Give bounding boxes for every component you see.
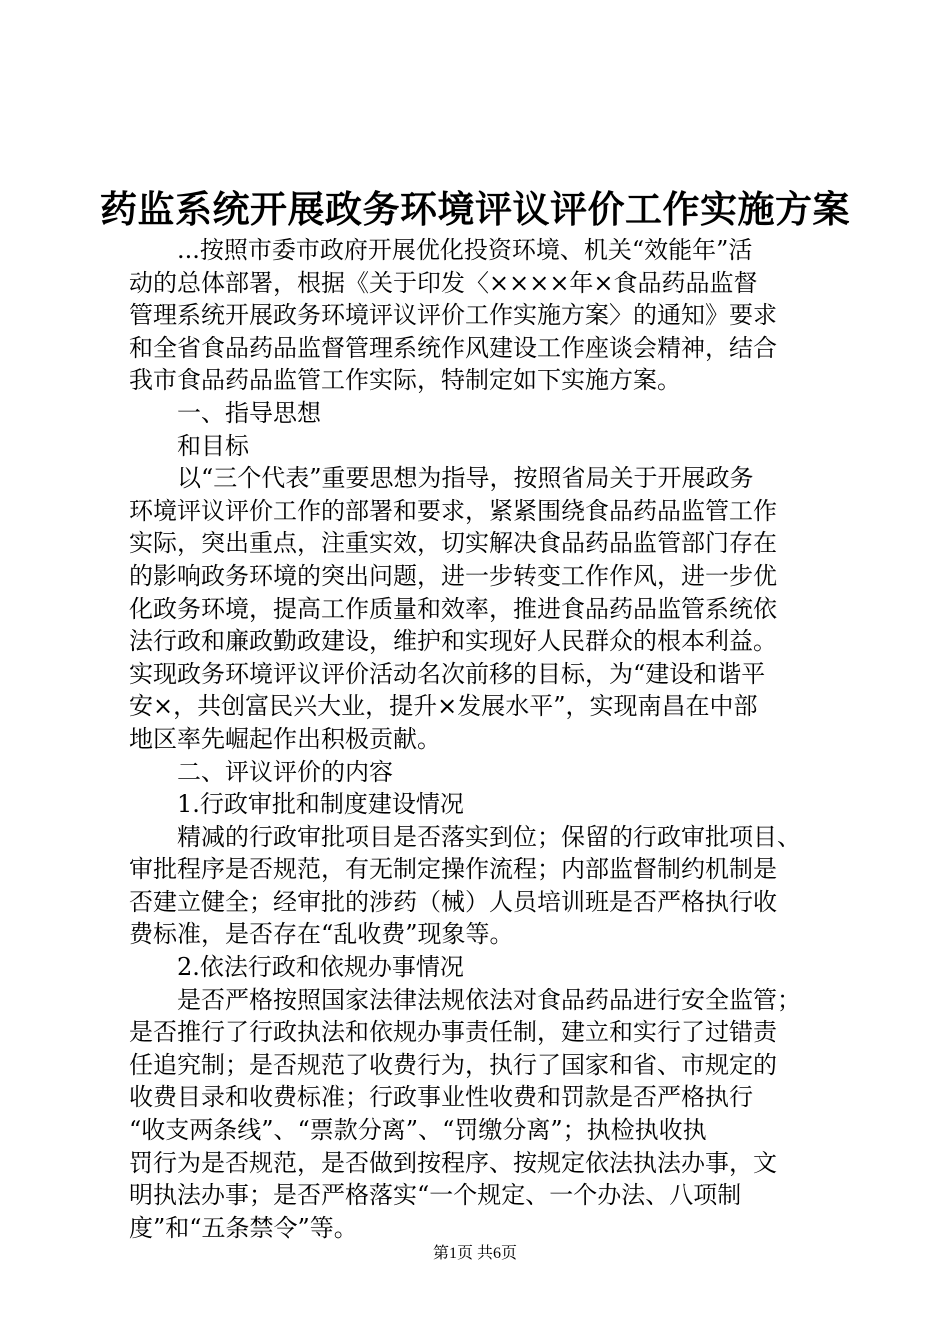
text-line: 法行政和廉政勤政建设，维护和实现好人民群众的根本利益。: [129, 627, 777, 656]
text-line: 审批程序是否规范，有无制定操作流程；内部监督制约机制是: [129, 855, 777, 884]
text-line: 和目标: [129, 431, 249, 460]
text-line: 实际，突出重点，注重实效，切实解决食品药品监管部门存在: [129, 529, 777, 558]
text-line: 化政务环境，提高工作质量和效率，推进食品药品监管系统依: [129, 594, 777, 623]
text-line: 罚行为是否规范，是否做到按程序、按规定依法执法办事，文: [129, 1148, 777, 1177]
text-line: 收费目录和收费标准；行政事业性收费和罚款是否严格执行: [129, 1083, 753, 1112]
document-title: 药监系统开展政务环境评议评价工作实施方案: [100, 187, 850, 231]
text-line: 和全省食品药品监督管理系统作风建设工作座谈会精神，结合: [129, 333, 777, 362]
text-line: 动的总体部署，根据《关于印发〈××××年×食品药品监督: [129, 268, 758, 297]
text-line: 一、指导思想: [129, 398, 321, 427]
text-line: 二、评议评价的内容: [129, 757, 393, 786]
text-line: 2.依法行政和依规办事情况: [129, 953, 464, 982]
text-line: 管理系统开展政务环境评议评价工作实施方案〉的通知》要求: [129, 301, 777, 330]
text-line: 安×，共创富民兴大业，提升×发展水平”，实现南昌在中部: [129, 692, 758, 721]
text-line: 的影响政务环境的突出问题，进一步转变工作作风，进一步优: [129, 561, 777, 590]
text-line: 是否严格按照国家法律法规依法对食品药品进行安全监管；: [129, 985, 801, 1014]
text-line: 我市食品药品监管工作实际，特制定如下实施方案。: [129, 366, 681, 395]
text-line: ...按照市委市政府开展优化投资环境、机关“效能年”活: [129, 236, 753, 264]
text-line: 费标准，是否存在“乱收费”现象等。: [129, 920, 514, 949]
document-body: [129, 234, 829, 1244]
text-line: 否建立健全；经审批的涉药（械）人员培训班是否严格执行收: [129, 887, 777, 916]
page-footer: 第1页 共6页: [432, 1245, 517, 1262]
text-line: 环境评议评价工作的部署和要求，紧紧围绕食品药品监管工作: [129, 496, 777, 525]
text-line: 以“三个代表”重要思想为指导，按照省局关于开展政务: [129, 464, 754, 493]
text-line: 1.行政审批和制度建设情况: [129, 790, 464, 819]
text-line: “收支两条线”、“票款分离”、“罚缴分离”；执检执收执: [129, 1116, 707, 1145]
text-line: 度”和“五条禁令”等。: [129, 1213, 358, 1242]
text-line: 明执法办事；是否严格落实“一个规定、一个办法、八项制: [129, 1181, 742, 1210]
text-line: 地区率先崛起作出积极贡献。: [129, 724, 441, 753]
text-line: 是否推行了行政执法和依规办事责任制，建立和实行了过错责: [129, 1018, 777, 1047]
text-line: 精减的行政审批项目是否落实到位；保留的行政审批项目、: [129, 822, 801, 851]
text-line: 任追究制；是否规范了收费行为，执行了国家和省、市规定的: [129, 1050, 777, 1079]
text-line: 实现政务环境评议评价活动名次前移的目标，为“建设和谐平: [129, 659, 766, 688]
